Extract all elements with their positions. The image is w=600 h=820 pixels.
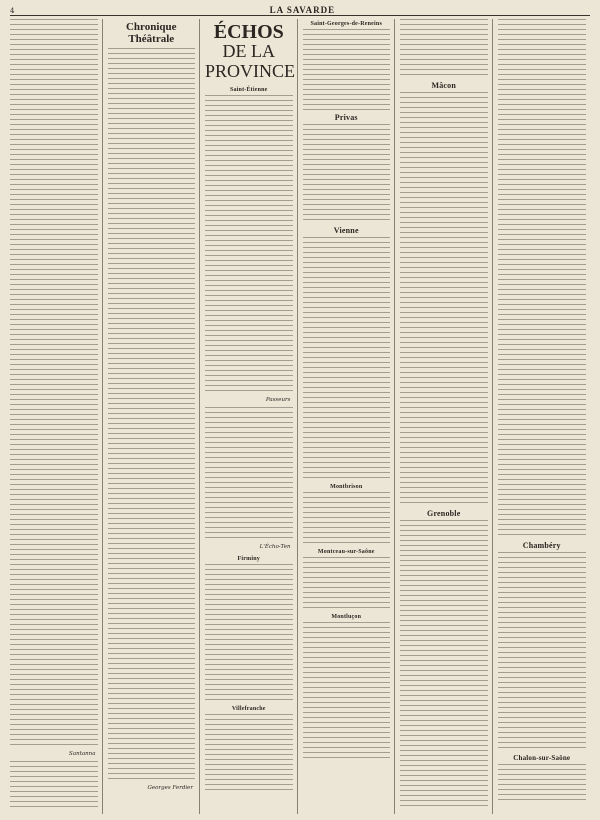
signature: Santanna [69, 751, 96, 757]
signature: L'Écho-Ten [259, 544, 291, 550]
city-heading: Chalon-sur-Saône [513, 754, 571, 762]
city-heading: Saint-Étienne [229, 87, 268, 93]
column-2 [108, 19, 201, 814]
column-4 [303, 19, 396, 814]
columns [10, 19, 590, 814]
article-text [205, 714, 293, 794]
city-heading: Privas [334, 113, 358, 122]
article-text [10, 19, 98, 749]
column-3 [205, 19, 298, 814]
article-text [303, 124, 391, 224]
article-text [10, 761, 98, 809]
article-text [400, 520, 488, 810]
signature: Georges Ferdier [147, 785, 193, 791]
masthead [10, 2, 590, 16]
section-title-province: DE LA PROVINCE [205, 41, 296, 81]
article-text [108, 48, 196, 783]
article-text [303, 237, 391, 482]
city-heading: Saint-Georges-de-Reneins [310, 21, 382, 27]
article-text [303, 622, 391, 762]
article-text [498, 552, 587, 752]
column-1 [10, 19, 103, 814]
article-text [303, 492, 391, 547]
city-heading: Montluçon [331, 614, 362, 620]
newspaper-title: LA SAVARDE [269, 5, 336, 15]
section-title-echos: ÉCHOS [213, 21, 284, 43]
article-text [205, 564, 293, 704]
article-text [400, 92, 488, 507]
article-text [303, 557, 391, 612]
city-heading: Montceau-sur-Saône [317, 549, 375, 555]
city-heading: Villefranche [231, 706, 266, 712]
page-number: 4 [10, 7, 15, 15]
column-6 [498, 19, 591, 814]
city-heading: Montbrison [330, 484, 363, 490]
article-text [498, 19, 587, 539]
section-heading: Chronique Théâtrale [125, 21, 177, 45]
signature: Passeurs [265, 397, 291, 403]
city-heading: Firminy [237, 556, 260, 562]
article-text [400, 19, 488, 79]
article-text [205, 407, 293, 542]
article-text [303, 29, 391, 111]
article-text [205, 95, 293, 395]
city-heading: Vienne [333, 226, 359, 235]
city-heading: Mâcon [431, 81, 457, 90]
article-text [498, 764, 587, 804]
city-heading: Chambéry [522, 541, 561, 550]
column-5 [400, 19, 493, 814]
city-heading: Grenoble [427, 509, 461, 518]
